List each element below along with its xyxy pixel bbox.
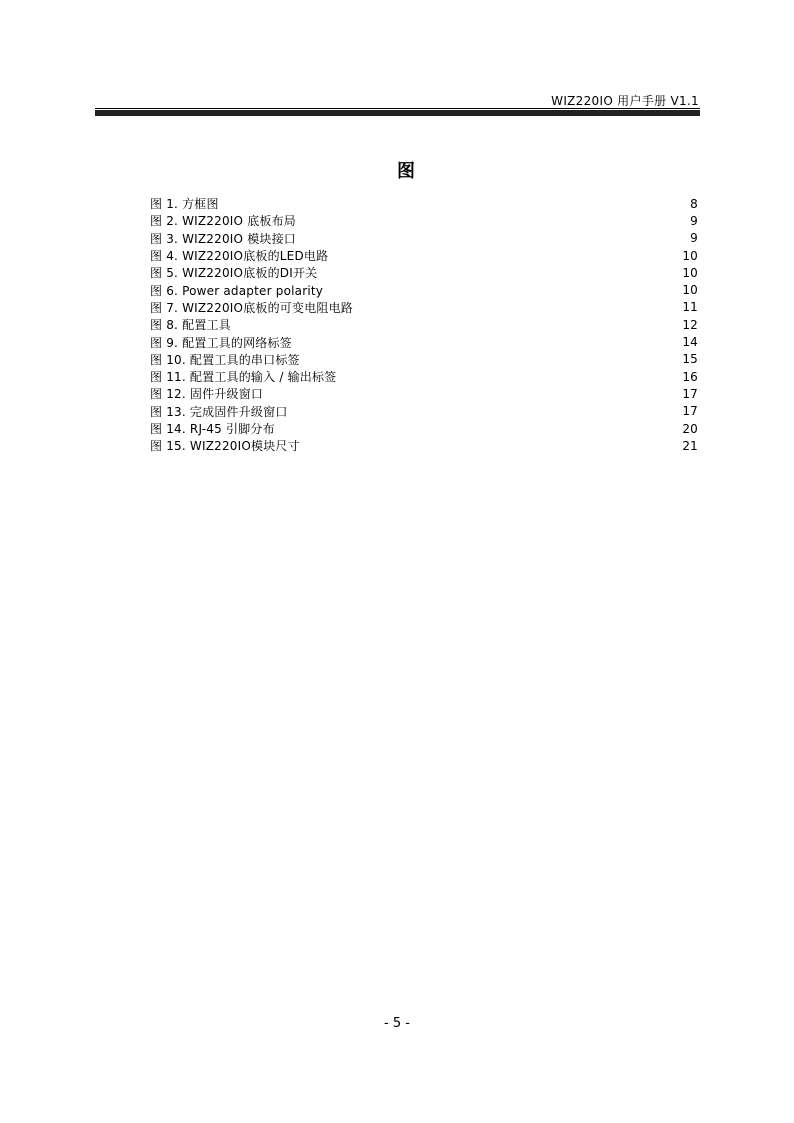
toc-entry-page: 10: [682, 248, 698, 263]
toc-entry[interactable]: [150, 195, 698, 212]
toc-entry[interactable]: [150, 420, 698, 437]
toc-entry[interactable]: [150, 212, 698, 229]
toc-entry-label: 图 14. RJ-45 引脚分布: [150, 422, 275, 436]
toc-entry-label: 图 6. Power adapter polarity: [150, 283, 324, 298]
toc-entry[interactable]: [150, 333, 698, 350]
toc-entry-page: 15: [682, 352, 698, 367]
toc-entry-label: 图 8. 配置工具: [150, 318, 231, 333]
toc-entry-label: 图 9. 配置工具的网络标签: [150, 335, 292, 350]
toc-entry-page: 9: [690, 231, 698, 246]
toc-entry[interactable]: [150, 351, 698, 368]
header-rule-thick: [95, 110, 700, 116]
toc-entry-page: 17: [682, 404, 698, 419]
toc-entry-label: 图 11. 配置工具的输入 / 输出标签: [150, 370, 337, 385]
toc-entry[interactable]: [150, 316, 698, 333]
toc-entry-page: 11: [682, 300, 698, 315]
toc-entry-label: 图 12. 固件升级窗口: [150, 387, 264, 402]
toc-entry[interactable]: [150, 247, 698, 264]
toc-entry-page: 20: [682, 421, 698, 436]
toc-entry-label: 图 2. WIZ220IO 底板布局: [150, 214, 297, 229]
toc-entry-page: 16: [682, 369, 698, 384]
toc-entry[interactable]: [150, 385, 698, 402]
toc-entry-page: 10: [682, 265, 698, 280]
toc-entry-page: 21: [682, 438, 698, 453]
toc-entry[interactable]: [150, 368, 698, 385]
toc-entry-label: 图 10. 配置工具的串口标签: [150, 352, 300, 367]
toc-entry-page: 12: [682, 317, 698, 332]
toc-entry-label: 图 4. WIZ220IO底板的LED电路: [150, 249, 329, 264]
toc-entry-label: 图 15. WIZ220IO模块尺寸: [150, 439, 300, 454]
page-number: - 5 -: [384, 1016, 410, 1031]
toc-entry[interactable]: [150, 264, 698, 281]
toc-entry[interactable]: [150, 299, 698, 316]
figure-list: [150, 195, 698, 454]
toc-entry-label: 图 13. 完成固件升级窗口: [150, 404, 288, 419]
toc-entry-label: 图 1. 方框图: [150, 197, 219, 212]
toc-entry[interactable]: [150, 281, 698, 298]
toc-entry-page: 17: [682, 386, 698, 401]
toc-entry[interactable]: [150, 403, 698, 420]
toc-entry-page: 9: [690, 213, 698, 228]
toc-entry-label: 图 5. WIZ220IO底板的DI开关: [150, 266, 318, 281]
document-header-title: WIZ220IO 用户手册 V1.1: [551, 94, 699, 108]
toc-entry-page: 14: [682, 335, 698, 350]
header-rule-thin: [95, 108, 700, 109]
toc-entry-page: 10: [682, 283, 698, 298]
toc-entry-label: 图 3. WIZ220IO 模块接口: [150, 231, 297, 246]
toc-entry-page: 8: [690, 196, 698, 211]
toc-entry[interactable]: [150, 230, 698, 247]
toc-entry-label: 图 7. WIZ220IO底板的可变电阻电路: [150, 300, 353, 315]
toc-entry[interactable]: [150, 437, 698, 454]
section-heading: 图: [397, 161, 415, 182]
